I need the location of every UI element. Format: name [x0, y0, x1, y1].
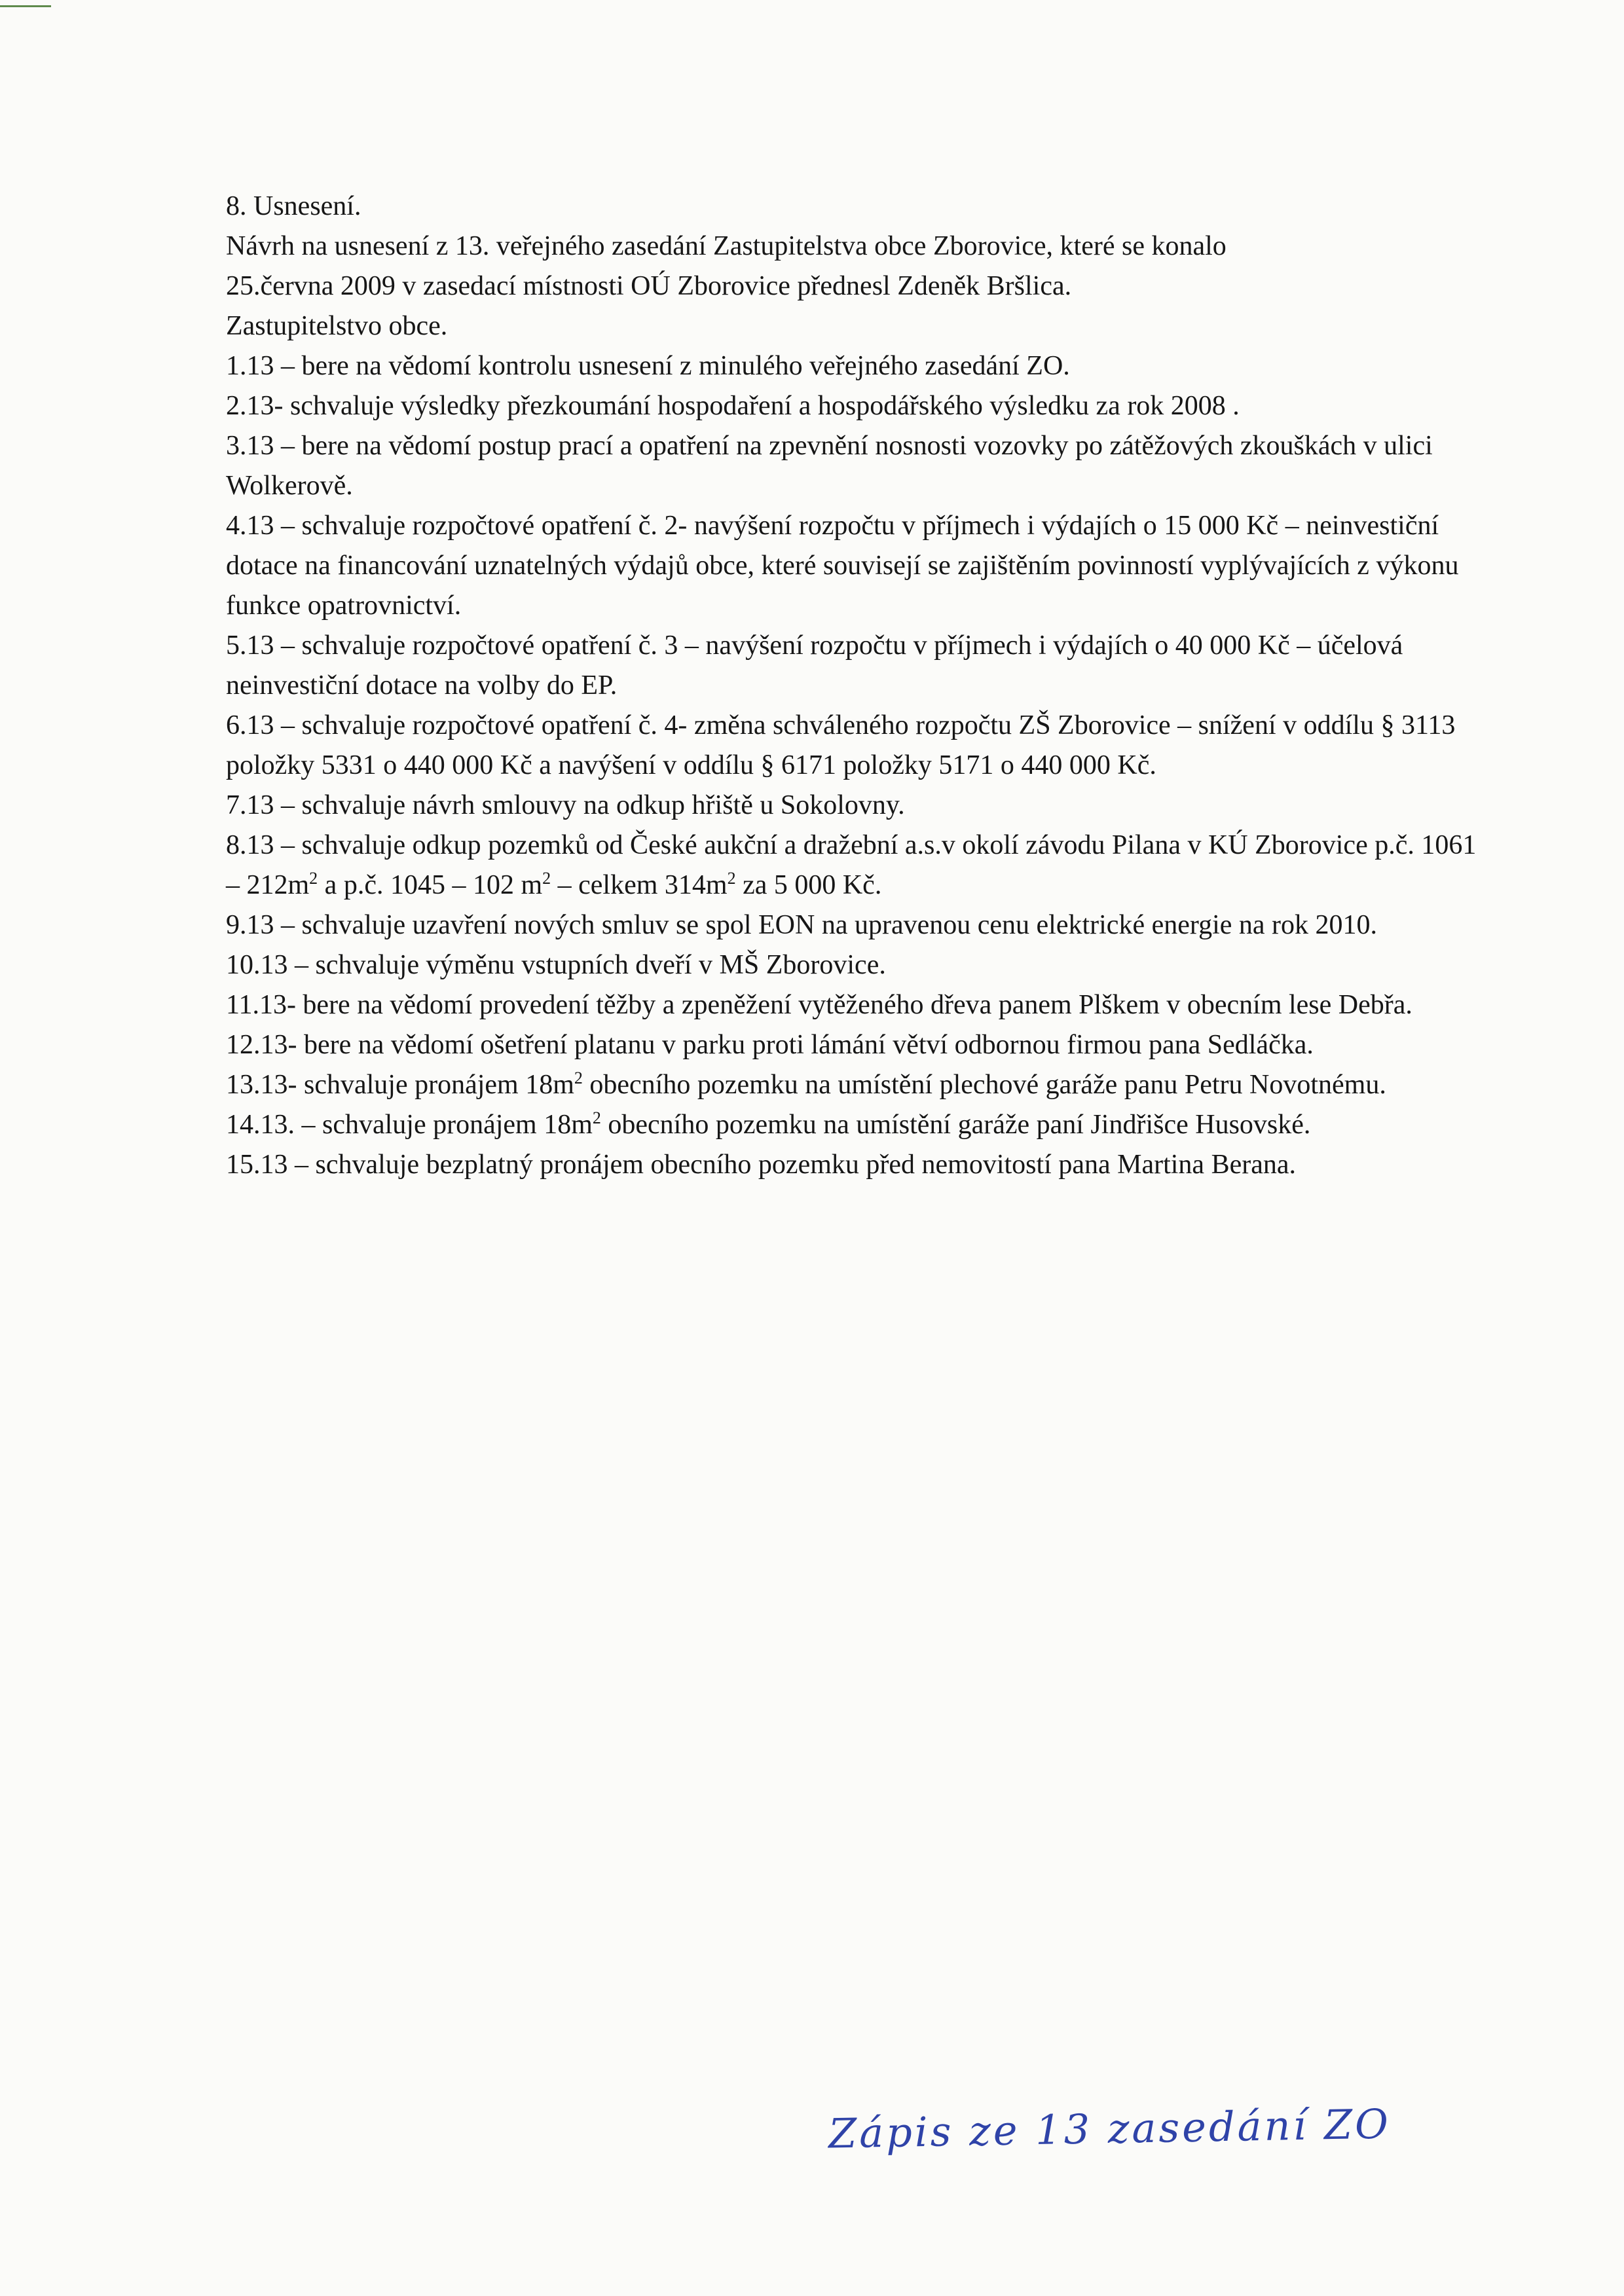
handwritten-note: Zápis ze 13 zasedání ZO — [828, 2100, 1392, 2158]
item14-text-2: obecního pozemku na umístění garáže paní Jindřišce Husovské. — [600, 1110, 1311, 1140]
resolution-item-2: 2.13- schvaluje výsledky přezkoumání hospodaření a hospodářského výsledku za rok 2008 . — [226, 391, 1240, 421]
superscript: 2 — [727, 869, 736, 888]
item14-text-1: 14.13. – schvaluje pronájem 18m — [226, 1110, 593, 1140]
resolution-item-9: 9.13 – schvaluje uzavření nových smluv se spol EON na upravenou cenu elektrické energie na rok 2010. — [226, 910, 1378, 940]
resolution-item-15: 15.13 – schvaluje bezplatný pronájem obecního pozemku před nemovitostí pana Martina Berana. — [226, 1150, 1297, 1180]
intro-line-2: 25.června 2009 v zasedací místnosti OÚ Zborovice přednesl Zdeněk Bršlica. — [226, 271, 1072, 301]
resolution-item-5: 5.13 – schvaluje rozpočtové opatření č. 3 – navýšení rozpočtu v příjmech i výdajích o 40 000 Kč – účelová neinvestiční dotace na volby do EP. — [226, 630, 1403, 701]
item8-text-4: za 5 000 Kč. — [735, 870, 882, 900]
item8-text-2: a p.č. 1045 – 102 m — [318, 870, 543, 900]
resolution-item-8 — [226, 826, 1483, 905]
resolution-item-12: 12.13- bere na vědomí ošetření platanu v parku proti lámání větví odbornou firmou pana Sedláčka. — [226, 1030, 1314, 1060]
resolution-item-7: 7.13 – schvaluje návrh smlouvy na odkup hřiště u Sokolovny. — [226, 790, 905, 820]
resolution-item-4: 4.13 – schvaluje rozpočtové opatření č. 2- navýšení rozpočtu v příjmech i výdajích o 15 000 Kč – neinvestiční dotace na financování uznatelných výdajů obce, které souvisejí se zajištěním povinností vyplývajících z výkonu funkce opatrovnictví. — [226, 511, 1459, 621]
resolution-item-13 — [226, 1065, 1483, 1105]
superscript: 2 — [542, 869, 551, 888]
item8-text-1: 8.13 – schvaluje odkup pozemků od České aukční a dražební a.s.v okolí závodu Pilana v KÚ Zborovice p.č. 1061 – 212m — [226, 830, 1477, 900]
resolution-item-14 — [226, 1105, 1483, 1145]
item13-text-2: obecního pozemku na umístění plechové garáže panu Petru Novotnému. — [582, 1070, 1386, 1100]
superscript: 2 — [309, 869, 318, 888]
intro-line-1: Návrh na usnesení z 13. veřejného zasedání Zastupitelstva obce Zborovice, které se konalo — [226, 231, 1227, 261]
item13-text-1: 13.13- schvaluje pronájem 18m — [226, 1070, 574, 1100]
resolution-item-3: 3.13 – bere na vědomí postup prací a opatření na zpevnění nosnosti vozovky po zátěžových zkouškách v ulici Wolkerově. — [226, 431, 1433, 501]
section-heading: 8. Usnesení. — [226, 191, 361, 221]
superscript: 2 — [574, 1068, 583, 1087]
resolution-item-1: 1.13 – bere na vědomí kontrolu usnesení z minulého veřejného zasedání ZO. — [226, 351, 1070, 381]
superscript: 2 — [592, 1108, 601, 1127]
item8-text-3: – celkem 314m — [551, 870, 728, 900]
section-label: Zastupitelstvo obce. — [226, 311, 448, 341]
corner-mark — [0, 5, 51, 7]
document-page — [226, 187, 1483, 1185]
resolution-item-11: 11.13- bere na vědomí provedení těžby a zpeněžení vytěženého dřeva panem Plškem v obecním lese Debřa. — [226, 990, 1412, 1020]
resolution-item-6: 6.13 – schvaluje rozpočtové opatření č. 4- změna schváleného rozpočtu ZŠ Zborovice – snížení v oddílu § 3113 položky 5331 o 440 000 Kč a navýšení v oddílu § 6171 položky 5171 o 440 000 Kč. — [226, 710, 1456, 780]
resolution-item-10: 10.13 – schvaluje výměnu vstupních dveří v MŠ Zborovice. — [226, 950, 886, 980]
